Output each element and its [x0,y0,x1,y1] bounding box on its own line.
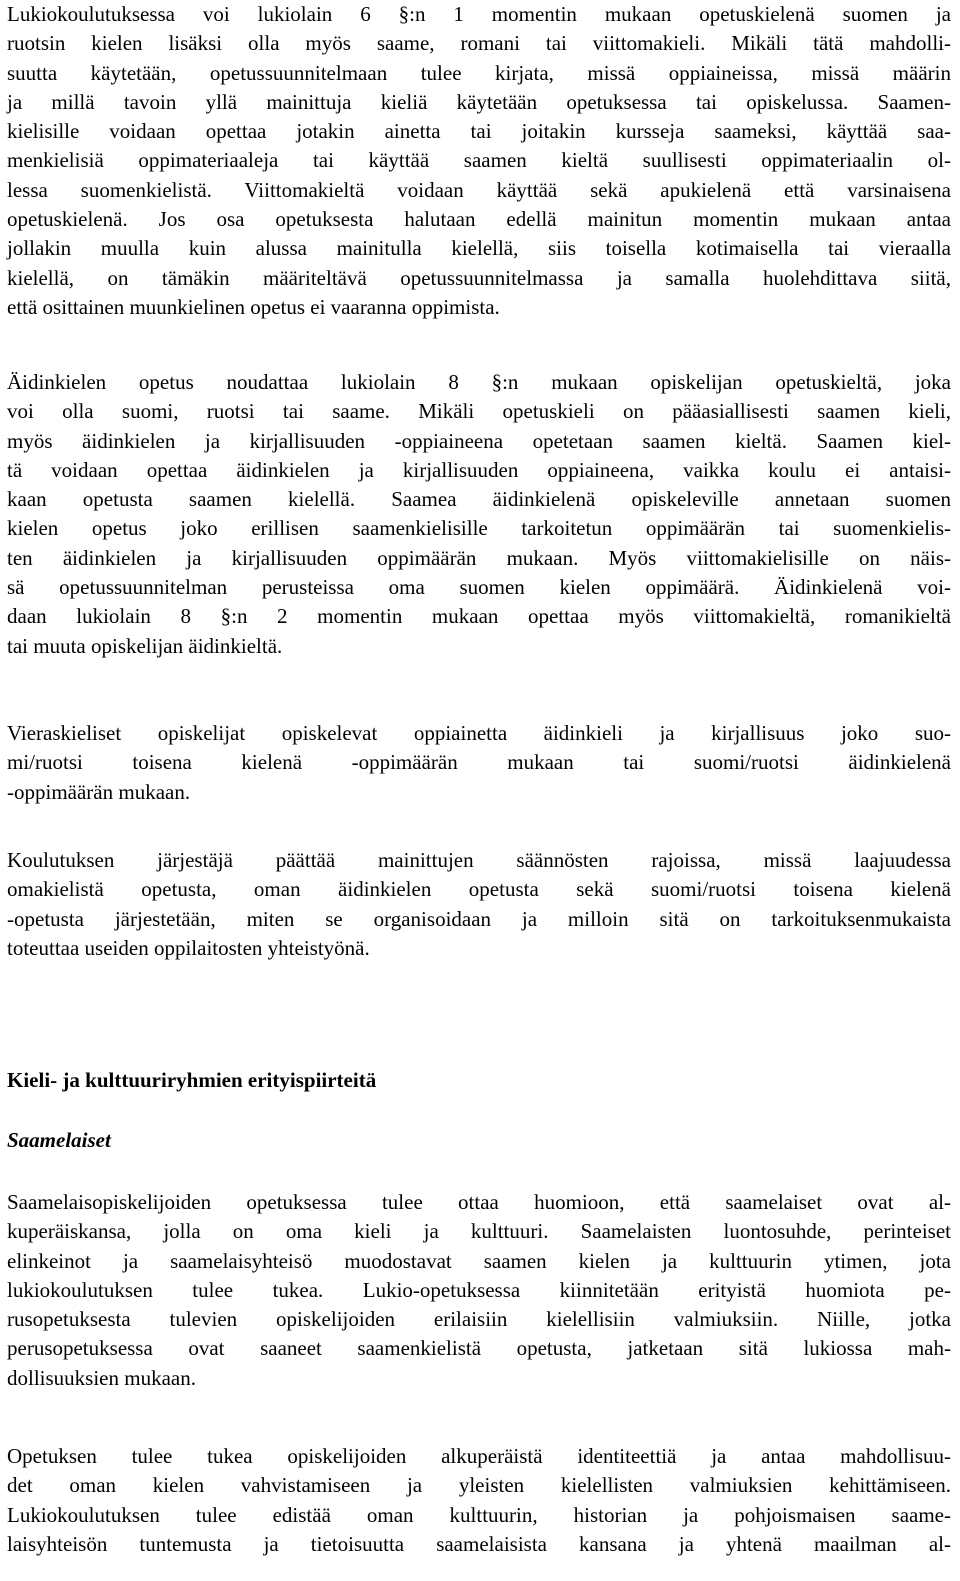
paragraph-education-provider [7,846,951,963]
text-line: ten äidinkielen ja kirjallisuuden oppimäärän mukaan. Myös viittomakielisille on näis- [7,545,951,570]
text-line: det oman kielen vahvistamiseen ja yleisten kielellisten valmiuksien kehittämiseen. [7,1473,951,1498]
text-line: voi olla suomi, ruotsi tai saame. Mikäli opetuskieli on pääasiallisesti saamen kieli, [7,399,951,424]
text-line: tai muuta opiskelijan äidinkieltä. [7,633,283,658]
section-heading: Kieli- ja kulttuuriryhmien erityispiirteitä [7,1068,377,1092]
text-line: toteuttaa useiden oppilaitosten yhteistyönä. [7,935,370,960]
text-line: tä voidaan opettaa äidinkielen ja kirjallisuuden oppiaineena, vaikka koulu ei antaisi- [7,457,951,482]
text-line: mi/ruotsi toisena kielenä -oppimäärän mukaan tai suomi/ruotsi äidinkielenä [7,750,951,775]
paragraph-identity-support [7,1442,951,1559]
text-line: Äidinkielen opetus noudattaa lukiolain 8 §:n mukaan opiskelijan opetuskieltä, joka [7,370,951,394]
text-line: menkielisiä oppimateriaaleja tai käyttää saamen kieltä suullisesti oppimateriaalin ol- [7,148,951,173]
text-line: daan lukiolain 8 §:n 2 momentin mukaan opettaa myös viittomakieltä, romanikieltä [7,604,951,629]
text-line: -opetusta järjestetään, miten se organisoidaan ja milloin sitä on tarkoituksenmukaista [7,906,951,931]
text-line: kuperäiskansa, jolla on oma kieli ja kulttuuri. Saamelaisten luontosuhde, perinteiset [7,1219,951,1244]
text-line: Koulutuksen järjestäjä päättää mainittujen säännösten rajoissa, missä laajuudessa [7,848,951,872]
paragraph-sami-students [7,1188,951,1393]
section-subheading: Saamelaiset [7,1128,111,1152]
text-line: että osittainen muunkielinen opetus ei vaaranna oppimista. [7,294,500,319]
text-line: kielellä, on tämäkin määriteltävä opetussuunnitelmassa ja samalla huolehdittava siitä, [7,265,951,290]
text-line: ruotsin kielen lisäksi olla myös saame, romani tai viittomakieli. Mikäli tätä mahdolli- [7,31,951,56]
text-line: sä opetussuunnitelman perusteissa oma suomen kielen oppimäärä. Äidinkielenä voi- [7,575,951,600]
paragraph-mother-tongue [7,368,951,661]
paragraph-language-of-instruction [7,0,951,322]
text-line: ja millä tavoin yllä mainittuja kieliä käytetään opetuksessa tai opiskelussa. Saamen- [7,89,951,114]
text-line: Lukiokoulutuksessa voi lukiolain 6 §:n 1 momentin mukaan opetuskielenä suomen ja [7,2,951,26]
text-line: kaan opetusta saamen kielellä. Saamea äidinkielenä opiskeleville annetaan suomen [7,487,951,512]
text-line: rusopetuksesta tulevien opiskelijoiden erilaisiin kielellisiin valmiuksiin. Niille, jotka [7,1307,951,1332]
text-line: dollisuuksien mukaan. [7,1365,196,1390]
text-line: elinkeinot ja saamelaisyhteisö muodostavat saamen kielen ja kulttuurin ytimen, jota [7,1248,951,1273]
text-line: perusopetuksessa ovat saaneet saamenkielistä opetusta, jatketaan sitä lukiossa mah- [7,1336,951,1361]
text-line: jollakin muulla kuin alussa mainitulla kielellä, siis toisella kotimaisella tai vieraalla [7,236,951,261]
text-line: omakielistä opetusta, oman äidinkielen opetusta sekä suomi/ruotsi toisena kielenä [7,877,951,902]
text-line: kielen opetus joko erillisen saamenkielisille tarkoitetun oppimäärän tai suomenkielis- [7,516,951,541]
text-line: Vieraskieliset opiskelijat opiskelevat oppiainetta äidinkieli ja kirjallisuus joko suo- [7,721,951,745]
text-line: opetuskielenä. Jos osa opetuksesta halutaan edellä mainitun momentin mukaan antaa [7,207,951,232]
text-line: myös äidinkielen ja kirjallisuuden -oppiaineena opetetaan saamen kieltä. Saamen kiel- [7,428,951,453]
text-line: suutta käytetään, opetussuunnitelmaan tulee kirjata, missä oppiaineissa, missä määrin [7,60,951,85]
text-line: laisyhteisön tuntemusta ja tietoisuutta saamelaisista kansana ja yhtenä maailman al- [7,1531,951,1556]
text-line: Saamelaisopiskelijoiden opetuksessa tulee ottaa huomioon, että saamelaiset ovat al- [7,1190,951,1214]
text-line: Opetuksen tulee tukea opiskelijoiden alkuperäistä identiteettiä ja antaa mahdollisuu- [7,1444,951,1468]
paragraph-foreign-language-students [7,719,951,807]
text-line: lessa suomenkielistä. Viittomakieltä voidaan käyttää sekä apukielenä että varsinaisena [7,177,951,202]
text-line: -oppimäärän mukaan. [7,779,191,804]
text-line: lukiokoulutuksen tulee tukea. Lukio-opetuksessa kiinnitetään erityistä huomiota pe- [7,1277,951,1302]
text-line: Lukiokoulutuksen tulee edistää oman kulttuurin, historian ja pohjoismaisen saame- [7,1502,951,1527]
text-line: kielisille voidaan opettaa jotakin ainetta tai joitakin kursseja saameksi, käyttää saa- [7,119,951,144]
